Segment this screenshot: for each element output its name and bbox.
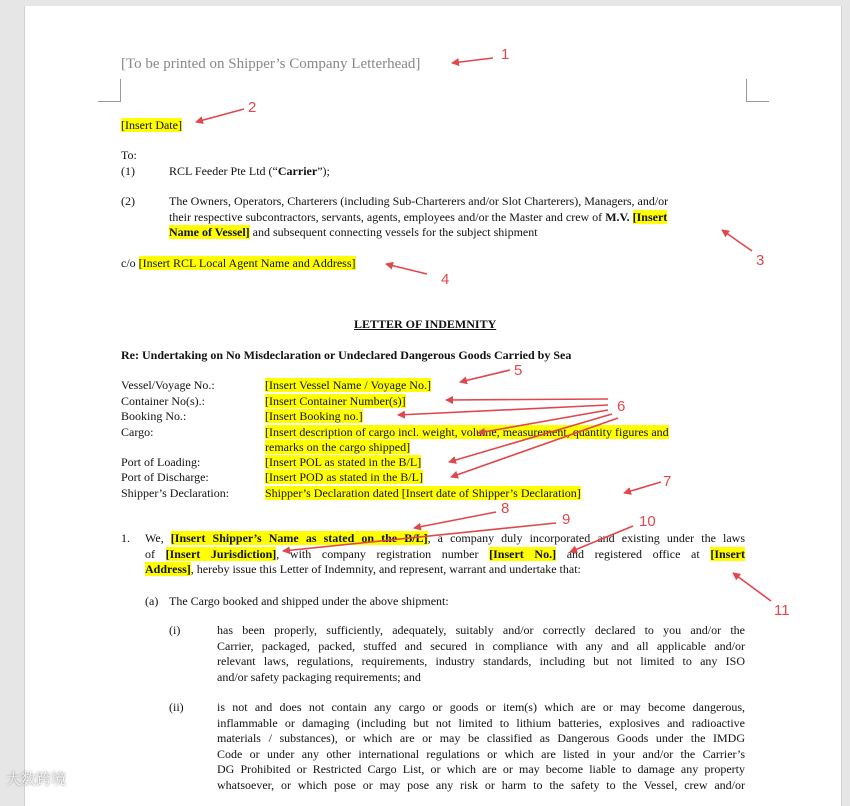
sub-i-line: relevant laws, regulations, requirements, industry standards, including but not limited to any ISO <box>217 654 745 668</box>
sub-ii-line: DG Prohibited or Restricted Cargo List, or which are or may become liable to damage any property <box>217 762 745 776</box>
letter-title: LETTER OF INDEMNITY <box>354 317 497 331</box>
annotation-number: 11 <box>774 602 790 619</box>
field-label-pol: Port of Loading: <box>121 455 201 469</box>
address-field-cont: Address] <box>145 562 191 576</box>
sub-ii-line: materials / substances), or which are or may be classified as Dangerous Goods under the IMDG <box>217 731 745 745</box>
shipper-name-field: [Insert Shipper’s Name as stated on the B/L] <box>170 531 428 545</box>
item2-number: (2) <box>121 194 135 208</box>
sub-i-line: Carrier, packaged, packed, stuffed and secured in compliance with any and all applicable and/or <box>217 639 745 653</box>
sub-ii-line: Code or under any other international regulations or which are listed in your and/or the Carrier’s <box>217 747 745 761</box>
sub-a-number: (a) <box>145 594 159 608</box>
annotation-number: 3 <box>756 252 765 269</box>
field-value-cargo-cont: remarks on the cargo shipped] <box>265 440 411 454</box>
field-value-declaration: Shipper’s Declaration dated [Insert date of Shipper’s Declaration] <box>265 486 581 500</box>
field-label-declaration: Shipper’s Declaration: <box>121 486 230 500</box>
re-line: Re: Undertaking on No Misdeclaration or Undeclared Dangerous Goods Carried by Sea <box>121 348 572 362</box>
jurisdiction-field: [Insert Jurisdiction] <box>165 547 277 561</box>
annotation-number: 2 <box>248 99 257 116</box>
para1-line1: We, [Insert Shipper’s Name as stated on the B/L], a company duly incorporated and existing under the laws <box>145 531 745 545</box>
para1-line2: of [Insert Jurisdiction], with company registration number [Insert No.] and registered office at [Insert <box>145 547 745 561</box>
sub-i-line: and/or safety packaging requirements; and <box>217 670 421 684</box>
field-label-cargo: Cargo: <box>121 425 154 439</box>
vessel-name-field: [Insert <box>632 210 668 224</box>
vessel-name-field-cont: Name of Vessel] <box>169 225 250 239</box>
annotation-number: 5 <box>514 362 523 379</box>
field-value-container: [Insert Container Number(s)] <box>265 394 406 408</box>
agent-name-field: [Insert RCL Local Agent Name and Address] <box>138 256 356 270</box>
crop-mark-top-right <box>746 79 769 102</box>
registration-no-field: [Insert No.] <box>489 547 557 561</box>
item2-line1: The Owners, Operators, Charterers (including Sub-Charterers and/or Slot Charterers), Managers, and/or <box>169 194 669 208</box>
field-value-pod: [Insert POD as stated in the B/L] <box>265 470 423 484</box>
item2-line3: Name of Vessel] and subsequent connecting vessels for the subject shipment <box>169 225 538 239</box>
item2-line2: their respective subcontractors, servants, agents, employees and/or the Master and crew of M.V. [Insert <box>169 210 668 224</box>
crop-mark-top-left <box>98 79 121 102</box>
field-value-cargo: [Insert description of cargo incl. weight, volume, measurement, quantity figures and <box>265 425 669 439</box>
para1-number: 1. <box>121 531 130 545</box>
watermark: 大数跨境 <box>6 770 67 788</box>
to-label: To: <box>121 148 137 162</box>
sub-ii-line: whatsoever, or which pose or may pose any risk or harm to the safety to the Vessel, crew and/or <box>217 778 745 792</box>
field-label-container: Container No(s).: <box>121 394 205 408</box>
field-value-vessel: [Insert Vessel Name / Voyage No.] <box>265 378 431 392</box>
sub-ii-number: (ii) <box>169 700 184 714</box>
annotation-number: 1 <box>501 46 510 63</box>
sub-ii-line: is not and does not contain any cargo or goods or item(s) which are or may become dangerous, <box>217 700 745 714</box>
address-field: [Insert <box>710 547 745 561</box>
field-label-booking: Booking No.: <box>121 409 187 423</box>
sub-a-text: The Cargo booked and shipped under the above shipment: <box>169 594 449 608</box>
care-of-line: c/o [Insert RCL Local Agent Name and Address] <box>121 256 356 270</box>
field-value-booking: [Insert Booking no.] <box>265 409 363 423</box>
sub-i-number: (i) <box>169 623 181 637</box>
annotation-number: 9 <box>562 511 571 528</box>
item1-text: RCL Feeder Pte Ltd (“Carrier”); <box>169 164 330 178</box>
annotation-number: 6 <box>617 398 626 415</box>
annotation-number: 10 <box>639 513 656 530</box>
para1-line3: Address], hereby issue this Letter of Indemnity, and represent, warrant and undertake that: <box>145 562 581 576</box>
field-value-pol: [Insert POL as stated in the B/L] <box>265 455 422 469</box>
item1-number: (1) <box>121 164 135 178</box>
insert-date-field: [Insert Date] <box>121 118 182 132</box>
date-line <box>121 118 182 134</box>
sub-i-line: has been properly, sufficiently, adequately, suitably and/or correctly declared to you and/or the <box>217 623 745 637</box>
annotation-number: 4 <box>441 271 450 288</box>
annotation-number: 8 <box>501 500 510 517</box>
letterhead-placeholder: [To be printed on Shipper’s Company Letterhead] <box>121 56 421 72</box>
sub-ii-line: inflammable or damaging (including but not limited to lithium batteries, explosives and radioactive <box>217 716 745 730</box>
field-label-pod: Port of Discharge: <box>121 470 209 484</box>
annotation-number: 7 <box>663 473 672 490</box>
field-label-vessel: Vessel/Voyage No.: <box>121 378 215 392</box>
